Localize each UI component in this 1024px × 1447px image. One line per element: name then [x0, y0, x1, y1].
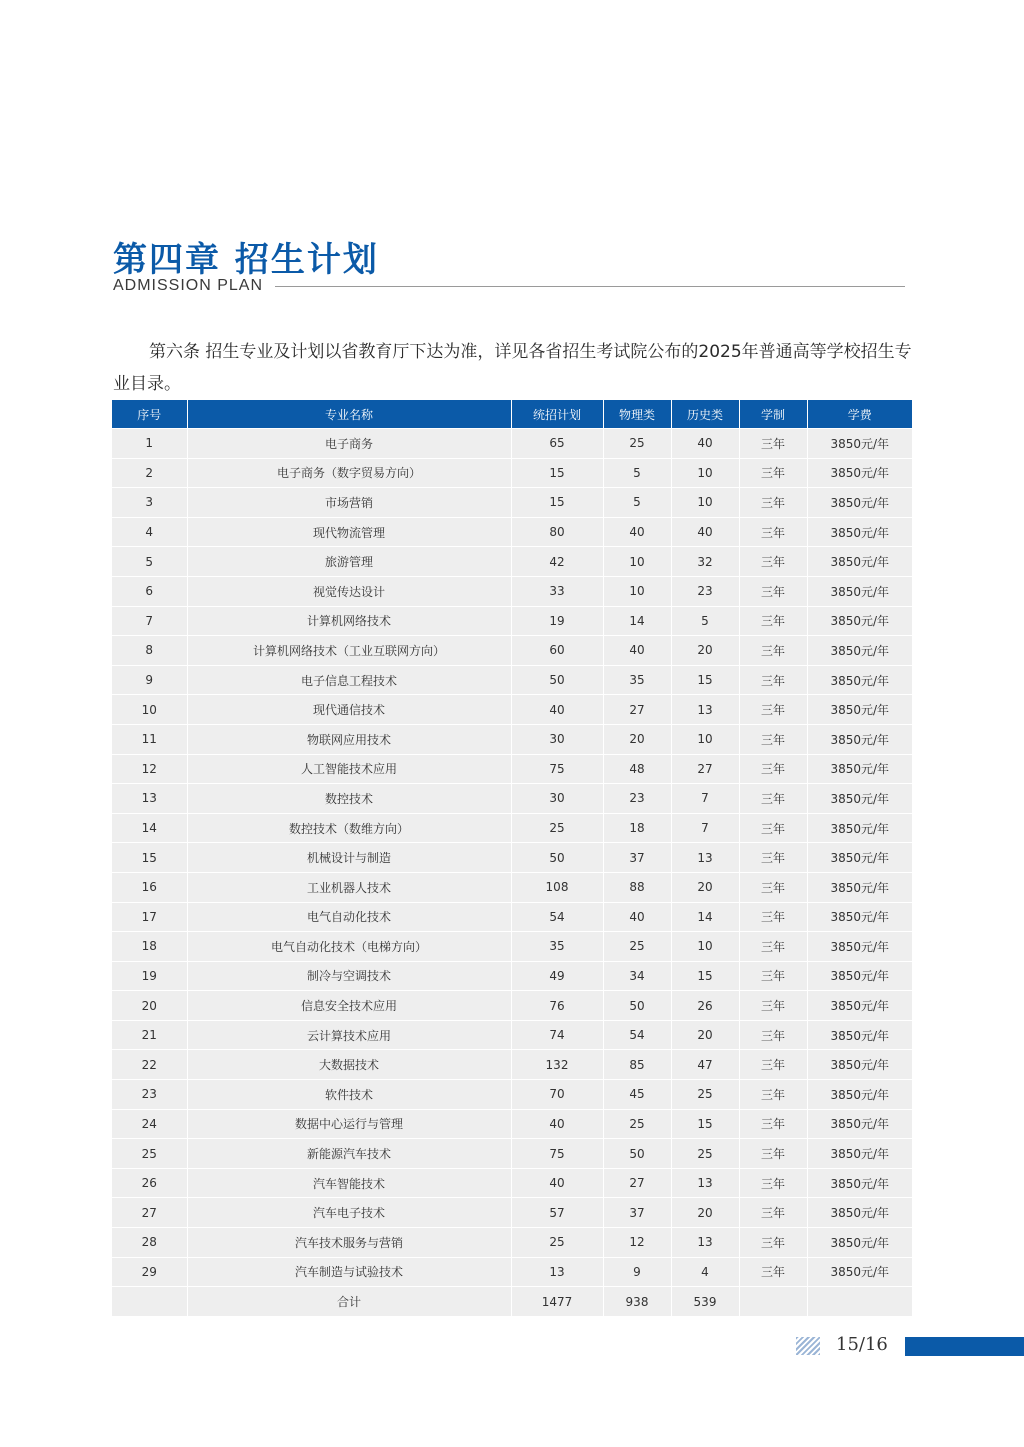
table-cell: 47: [671, 1050, 739, 1080]
table-cell: 25: [603, 429, 671, 459]
table-cell: 50: [511, 665, 603, 695]
table-cell: 30: [511, 784, 603, 814]
column-header: 物理类: [603, 400, 671, 429]
table-cell: 3850元/年: [807, 458, 912, 488]
table-cell: 54: [511, 902, 603, 932]
table-row: [112, 1257, 912, 1287]
table-cell: 23: [112, 1080, 187, 1110]
table-cell: 20: [671, 1020, 739, 1050]
table-cell: 40: [511, 695, 603, 725]
table-cell: 14: [671, 902, 739, 932]
table-cell: 三年: [739, 1198, 807, 1228]
table-cell: 3850元/年: [807, 606, 912, 636]
table-cell: 16: [112, 872, 187, 902]
table-cell: 人工智能技术应用: [187, 754, 511, 784]
table-row: [112, 872, 912, 902]
table-cell: 工业机器人技术: [187, 872, 511, 902]
table-cell: 3850元/年: [807, 991, 912, 1021]
table-cell: 40: [511, 1168, 603, 1198]
table-cell: 40: [603, 517, 671, 547]
table-row: [112, 1228, 912, 1258]
table-cell: 3850元/年: [807, 488, 912, 518]
table-cell: 10: [671, 458, 739, 488]
table-cell: 3850元/年: [807, 636, 912, 666]
column-header: 学费: [807, 400, 912, 429]
table-row: [112, 1109, 912, 1139]
table-cell: 42: [511, 547, 603, 577]
table-cell: 电子商务（数字贸易方向）: [187, 458, 511, 488]
table-cell: 三年: [739, 517, 807, 547]
table-cell: 三年: [739, 547, 807, 577]
table-cell: 3850元/年: [807, 724, 912, 754]
table-cell: 13: [671, 695, 739, 725]
table-cell: 三年: [739, 784, 807, 814]
table-cell: 13: [671, 1228, 739, 1258]
table-cell: 2: [112, 458, 187, 488]
table-cell: 三年: [739, 458, 807, 488]
table-cell: 34: [603, 961, 671, 991]
table-cell: 3850元/年: [807, 902, 912, 932]
page-marker-stripes: [796, 1337, 820, 1355]
table-cell: 11: [112, 724, 187, 754]
table-cell: 15: [112, 843, 187, 873]
table-cell: 80: [511, 517, 603, 547]
table-cell: 新能源汽车技术: [187, 1139, 511, 1169]
table-cell: 20: [671, 636, 739, 666]
table-cell: 85: [603, 1050, 671, 1080]
table-cell: 25: [112, 1139, 187, 1169]
table-cell: 三年: [739, 576, 807, 606]
table-cell: 26: [671, 991, 739, 1021]
table-cell: 市场营销: [187, 488, 511, 518]
table-cell: 74: [511, 1020, 603, 1050]
table-cell: 23: [671, 576, 739, 606]
table-cell: 65: [511, 429, 603, 459]
page-number: 15/16: [836, 1334, 888, 1355]
table-cell: 三年: [739, 665, 807, 695]
column-header: 统招计划: [511, 400, 603, 429]
table-cell: 9: [112, 665, 187, 695]
table-cell: 三年: [739, 872, 807, 902]
table-cell: 3850元/年: [807, 872, 912, 902]
table-cell: 云计算技术应用: [187, 1020, 511, 1050]
table-row: [112, 458, 912, 488]
column-header: 专业名称: [187, 400, 511, 429]
table-cell: 57: [511, 1198, 603, 1228]
table-cell: 60: [511, 636, 603, 666]
table-cell: 3850元/年: [807, 961, 912, 991]
table-cell: 三年: [739, 754, 807, 784]
admission-plan-table: [112, 400, 912, 1316]
table-cell: 75: [511, 1139, 603, 1169]
table-cell: 电气自动化技术: [187, 902, 511, 932]
table-cell: 三年: [739, 1109, 807, 1139]
table-cell: [739, 1287, 807, 1316]
table-cell: 数据中心运行与管理: [187, 1109, 511, 1139]
table-cell: 50: [603, 1139, 671, 1169]
table-row: [112, 636, 912, 666]
subtitle-divider: [275, 286, 905, 287]
table-cell: 汽车电子技术: [187, 1198, 511, 1228]
table-cell: 3: [112, 488, 187, 518]
table-cell: 27: [671, 754, 739, 784]
table-row: [112, 606, 912, 636]
table-cell: 10: [671, 488, 739, 518]
table-cell: 7: [671, 784, 739, 814]
table-cell: 24: [112, 1109, 187, 1139]
table-cell: 软件技术: [187, 1080, 511, 1110]
table-row: [112, 754, 912, 784]
table-cell: 20: [112, 991, 187, 1021]
table-cell: 6: [112, 576, 187, 606]
table-row: [112, 961, 912, 991]
table-cell: 3850元/年: [807, 932, 912, 962]
table-cell: 4: [671, 1257, 739, 1287]
table-cell: 3850元/年: [807, 429, 912, 459]
table-cell: 现代通信技术: [187, 695, 511, 725]
table-cell: 25: [603, 932, 671, 962]
table-cell: 3850元/年: [807, 695, 912, 725]
table-cell: 电子商务: [187, 429, 511, 459]
table-cell: 10: [603, 547, 671, 577]
table-cell: 25: [603, 1109, 671, 1139]
table-cell: 7: [112, 606, 187, 636]
table-cell: 29: [112, 1257, 187, 1287]
table-cell: 三年: [739, 1020, 807, 1050]
table-cell: 10: [671, 724, 739, 754]
table-row: [112, 1168, 912, 1198]
table-cell: 8: [112, 636, 187, 666]
table-cell: [807, 1287, 912, 1316]
table-row: [112, 1050, 912, 1080]
table-cell: 大数据技术: [187, 1050, 511, 1080]
table-cell: 三年: [739, 724, 807, 754]
table-cell: 539: [671, 1287, 739, 1316]
table-cell: 计算机网络技术: [187, 606, 511, 636]
table-cell: 40: [671, 429, 739, 459]
table-cell: 13: [671, 843, 739, 873]
column-header: 学制: [739, 400, 807, 429]
table-row: [112, 576, 912, 606]
table-cell: 76: [511, 991, 603, 1021]
table-cell: 计算机网络技术（工业互联网方向）: [187, 636, 511, 666]
table-cell: 88: [603, 872, 671, 902]
column-header: 序号: [112, 400, 187, 429]
table-cell: 机械设计与制造: [187, 843, 511, 873]
table-cell: 13: [511, 1257, 603, 1287]
table-cell: 40: [603, 636, 671, 666]
page-accent-bar: [905, 1337, 1024, 1356]
table-row: [112, 488, 912, 518]
table-row: [112, 1020, 912, 1050]
table-cell: 49: [511, 961, 603, 991]
table-cell: 25: [511, 813, 603, 843]
table-cell: [112, 1287, 187, 1316]
table-header-row: [112, 400, 912, 429]
table-cell: 32: [671, 547, 739, 577]
table-cell: 三年: [739, 429, 807, 459]
table-cell: 3850元/年: [807, 784, 912, 814]
table-cell: 12: [112, 754, 187, 784]
table-cell: 50: [603, 991, 671, 1021]
table-cell: 3850元/年: [807, 1080, 912, 1110]
table-cell: 三年: [739, 606, 807, 636]
table-cell: 15: [671, 665, 739, 695]
table-cell: 108: [511, 872, 603, 902]
table-row: [112, 813, 912, 843]
table-cell: 5: [671, 606, 739, 636]
table-cell: 27: [603, 1168, 671, 1198]
table-cell: 3850元/年: [807, 1020, 912, 1050]
table-cell: 20: [671, 872, 739, 902]
table-cell: 70: [511, 1080, 603, 1110]
table-cell: 20: [603, 724, 671, 754]
table-cell: 三年: [739, 813, 807, 843]
table-cell: 三年: [739, 695, 807, 725]
table-cell: 3850元/年: [807, 665, 912, 695]
table-cell: 3850元/年: [807, 1257, 912, 1287]
table-cell: 三年: [739, 843, 807, 873]
chapter-subtitle-row: [113, 276, 905, 296]
table-row: [112, 724, 912, 754]
table-cell: 3850元/年: [807, 1228, 912, 1258]
table-cell: 21: [112, 1020, 187, 1050]
table-row: [112, 1287, 912, 1316]
table-row: [112, 517, 912, 547]
table-cell: 物联网应用技术: [187, 724, 511, 754]
table-row: [112, 902, 912, 932]
table-cell: 三年: [739, 1050, 807, 1080]
table-cell: 10: [603, 576, 671, 606]
table-cell: 3850元/年: [807, 1139, 912, 1169]
table-cell: 25: [671, 1139, 739, 1169]
table-cell: 12: [603, 1228, 671, 1258]
table-row: [112, 843, 912, 873]
table-cell: 三年: [739, 991, 807, 1021]
table-cell: 14: [112, 813, 187, 843]
table-cell: 50: [511, 843, 603, 873]
table-cell: 电子信息工程技术: [187, 665, 511, 695]
table-cell: 27: [112, 1198, 187, 1228]
intro-paragraph: 第六条 招生专业及计划以省教育厅下达为准，详见各省招生考试院公布的2025年普通高等学校招生专业目录。: [113, 342, 912, 394]
table-row: [112, 695, 912, 725]
table-cell: 3850元/年: [807, 1109, 912, 1139]
table-cell: 三年: [739, 636, 807, 666]
table-cell: 35: [603, 665, 671, 695]
table-cell: 19: [511, 606, 603, 636]
table-cell: 视觉传达设计: [187, 576, 511, 606]
table-cell: 18: [603, 813, 671, 843]
table-cell: 三年: [739, 1080, 807, 1110]
table-row: [112, 784, 912, 814]
column-header: 历史类: [671, 400, 739, 429]
table-row: [112, 1080, 912, 1110]
table-row: [112, 1198, 912, 1228]
table-cell: 23: [603, 784, 671, 814]
table-cell: 938: [603, 1287, 671, 1316]
table-cell: 1: [112, 429, 187, 459]
table-cell: 30: [511, 724, 603, 754]
table-cell: 3850元/年: [807, 813, 912, 843]
table-cell: 现代物流管理: [187, 517, 511, 547]
table-cell: 37: [603, 843, 671, 873]
table-cell: 旅游管理: [187, 547, 511, 577]
table-cell: 27: [603, 695, 671, 725]
table-cell: 40: [511, 1109, 603, 1139]
table-cell: 制冷与空调技术: [187, 961, 511, 991]
table-cell: 35: [511, 932, 603, 962]
table-row: [112, 991, 912, 1021]
table-cell: 15: [511, 458, 603, 488]
table-cell: 33: [511, 576, 603, 606]
table-cell: 15: [671, 961, 739, 991]
table-row: [112, 1139, 912, 1169]
table-cell: 15: [671, 1109, 739, 1139]
table-cell: 75: [511, 754, 603, 784]
table-cell: 5: [603, 488, 671, 518]
table-cell: 3850元/年: [807, 1198, 912, 1228]
table-cell: 7: [671, 813, 739, 843]
table-cell: 14: [603, 606, 671, 636]
table-cell: 3850元/年: [807, 517, 912, 547]
table-cell: 1477: [511, 1287, 603, 1316]
table-cell: 3850元/年: [807, 547, 912, 577]
table-cell: 132: [511, 1050, 603, 1080]
table-cell: 数控技术（数维方向）: [187, 813, 511, 843]
table-cell: 3850元/年: [807, 754, 912, 784]
chapter-title: 第四章 招生计划: [113, 240, 379, 280]
table-cell: 25: [511, 1228, 603, 1258]
table-cell: 45: [603, 1080, 671, 1110]
table-cell: 13: [112, 784, 187, 814]
table-cell: 3850元/年: [807, 576, 912, 606]
table-cell: 3850元/年: [807, 843, 912, 873]
table-cell: 54: [603, 1020, 671, 1050]
table-cell: 3850元/年: [807, 1168, 912, 1198]
table-cell: 5: [603, 458, 671, 488]
table-cell: 汽车智能技术: [187, 1168, 511, 1198]
table-cell: 信息安全技术应用: [187, 991, 511, 1021]
table-cell: 三年: [739, 488, 807, 518]
table-cell: 22: [112, 1050, 187, 1080]
table-row: [112, 429, 912, 459]
table-row: [112, 547, 912, 577]
table-cell: 数控技术: [187, 784, 511, 814]
table-cell: 三年: [739, 1257, 807, 1287]
table-cell: 9: [603, 1257, 671, 1287]
table-cell: 25: [671, 1080, 739, 1110]
table-cell: 三年: [739, 1139, 807, 1169]
table-cell: 合计: [187, 1287, 511, 1316]
table-cell: 三年: [739, 1228, 807, 1258]
table-cell: 17: [112, 902, 187, 932]
table-cell: 三年: [739, 961, 807, 991]
table-cell: 汽车技术服务与营销: [187, 1228, 511, 1258]
table-cell: 37: [603, 1198, 671, 1228]
table-body: [112, 429, 912, 1316]
table-cell: 40: [671, 517, 739, 547]
table-cell: 3850元/年: [807, 1050, 912, 1080]
table-cell: 4: [112, 517, 187, 547]
table-cell: 40: [603, 902, 671, 932]
table-cell: 26: [112, 1168, 187, 1198]
table-cell: 15: [511, 488, 603, 518]
table-row: [112, 932, 912, 962]
chapter-subtitle: ADMISSION PLAN: [113, 277, 264, 294]
table-cell: 三年: [739, 932, 807, 962]
table-row: [112, 665, 912, 695]
table-cell: 20: [671, 1198, 739, 1228]
table-cell: 电气自动化技术（电梯方向）: [187, 932, 511, 962]
table-cell: 三年: [739, 902, 807, 932]
table-cell: 5: [112, 547, 187, 577]
table-cell: 三年: [739, 1168, 807, 1198]
table-cell: 13: [671, 1168, 739, 1198]
table-cell: 48: [603, 754, 671, 784]
table-cell: 18: [112, 932, 187, 962]
table-cell: 19: [112, 961, 187, 991]
table-cell: 汽车制造与试验技术: [187, 1257, 511, 1287]
table-cell: 10: [671, 932, 739, 962]
table-cell: 28: [112, 1228, 187, 1258]
table-cell: 10: [112, 695, 187, 725]
